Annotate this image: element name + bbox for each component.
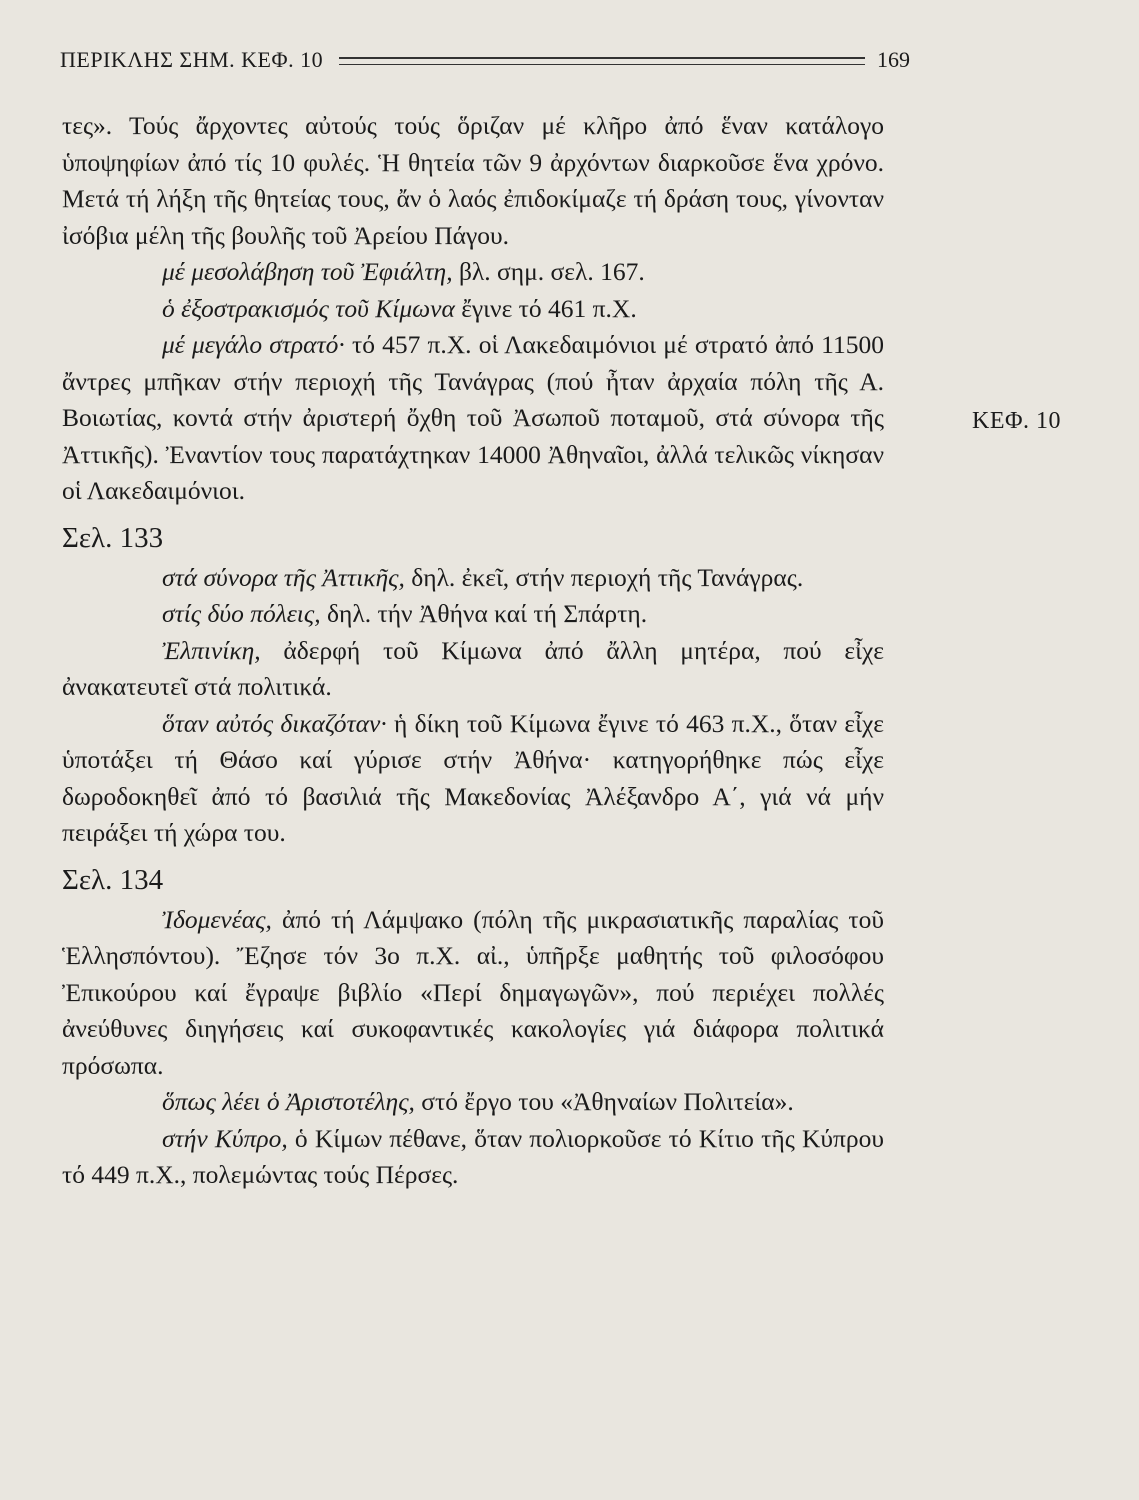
- note-text: ἔγινε τό 461 π.Χ.: [454, 293, 637, 323]
- note-term: Ἰδομενέας,: [162, 904, 272, 934]
- note-idomeneus: [62, 902, 884, 1085]
- note-trial: [62, 706, 884, 852]
- note-term: μέ μεγάλο στρατό·: [162, 330, 345, 359]
- note-aristotle: [62, 1084, 884, 1121]
- note-army: [62, 327, 884, 510]
- note-elpinice: [62, 633, 884, 706]
- note-term: στήν Κύπρο,: [162, 1123, 288, 1153]
- note-text: ἀπό τή Λάμψακο (πόλη τῆς μικρασιατικῆς παραλίας τοῦ Ἑλλησπόντου). Ἔζησε τόν 3ο π.Χ. αἰ., ὑπῆρξε μαθητής τοῦ φιλοσόφου Ἐπικούρου καί ἔγραψε βιβλίο «Περί δημαγωγῶν», πού περιέχει πολλές ἀνεύθυνες διηγήσεις καί συκοφαντικές κακολογίες γιά διάφορα πολιτικά πρόσωπα.: [62, 904, 884, 1080]
- note-two-cities: [62, 596, 884, 633]
- page-number: 169: [877, 47, 910, 72]
- note-term: ὁ ἐξοστρακισμός τοῦ Κίμωνα: [162, 293, 455, 323]
- margin-chapter-note: ΚΕΦ. 10: [972, 408, 1062, 434]
- note-term: στά σύνορα τῆς Ἀττικῆς,: [162, 562, 405, 592]
- note-term: Ἐλπινίκη,: [162, 635, 261, 665]
- note-text: ὁ Κίμων πέθανε, ὅταν πολιορκοῦσε τό Κίτιο τῆς Κύπρου τό 449 π.Χ., πολεμώντας τούς Πέρσες.: [62, 1123, 884, 1189]
- paragraph-text: τες». Τούς ἄρχοντες αὐτούς τούς ὅριζαν μέ κλῆρο ἀπό ἕναν κατάλογο ὑποψηφίων ἀπό τίς 10 φυλές. Ἡ θητεία τῶν 9 ἀρχόντων διαρκοῦσε ἕνα χρόνο. Μετά τή λήξη τῆς θητείας τους, ἄν ὁ λαός ἐπιδοκίμαζε τή δράση τους, γίνονταν ἰσόβια μέλη τῆς βουλῆς τοῦ Ἀρείου Πάγου.: [62, 111, 884, 250]
- note-term: ὅπως λέει ὁ Ἀριστοτέλης,: [162, 1087, 415, 1116]
- header-rule: [339, 57, 865, 65]
- note-term: ὅταν αὐτός δικαζόταν·: [162, 708, 387, 738]
- note-term: στίς δύο πόλεις,: [162, 599, 321, 628]
- note-text: ἀδερφή τοῦ Κίμωνα ἀπό ἄλλη μητέρα, πού εἶχε ἀνακατευτεῖ στά πολιτικά.: [62, 635, 884, 701]
- note-text: δηλ. ἐκεῖ, στήν περιοχή τῆς Τανάγρας.: [404, 562, 804, 592]
- section-heading-134: Σελ. 134: [62, 863, 164, 896]
- note-text: δηλ. τήν Ἀθήνα καί τή Σπάρτη.: [320, 599, 648, 628]
- note-text: ἡ δίκη τοῦ Κίμωνα ἔγινε τό 463 π.Χ., ὅταν εἶχε ὑποτάξει τή Θάσο καί γύρισε στήν Ἀθήνα· κατηγορήθηκε πώς εἶχε δωροδοκηθεῖ ἀπό τό βασιλιά τῆς Μακεδονίας Ἀλέξανδρο Α΄, γιά νά μήν πειράξει τή χώρα του.: [62, 708, 885, 847]
- running-title: ΠΕΡΙΚΛΗΣ ΣΗΜ. ΚΕΦ. 10: [60, 47, 324, 72]
- note-text: τό 457 π.Χ. οἱ Λακεδαιμόνιοι μέ στρατό ἀπό 11500 ἄντρες μπῆκαν στήν περιοχή τῆς Τανάγρας (πού ἦταν ἀρχαία πόλη τῆς Α. Βοιωτίας, κοντά στήν ἀριστερή ὄχθη τοῦ Ἀσωποῦ ποταμοῦ, στά σύνορα τῆς Ἀττικῆς). Ἐναντίον τους παρατάχτηκαν 14000 Ἀθηναῖοι, ἀλλά τελικῶς νίκησαν οἱ Λακεδαιμόνιοι.: [62, 330, 884, 505]
- note-ostracism: [62, 291, 884, 328]
- note-term: μέ μεσολάβηση τοῦ Ἐφιάλτη,: [162, 257, 453, 286]
- note-text: στό ἔργο του «Ἀθηναίων Πολιτεία».: [414, 1087, 794, 1116]
- note-borders: [62, 560, 884, 597]
- note-ephialtes: [62, 254, 884, 291]
- note-text: βλ. σημ. σελ. 167.: [452, 257, 645, 286]
- section-heading-133: Σελ. 133: [62, 521, 164, 554]
- paragraph: [62, 108, 884, 254]
- note-cyprus: [62, 1121, 884, 1194]
- running-header: [60, 40, 910, 80]
- page-body: [62, 108, 884, 1194]
